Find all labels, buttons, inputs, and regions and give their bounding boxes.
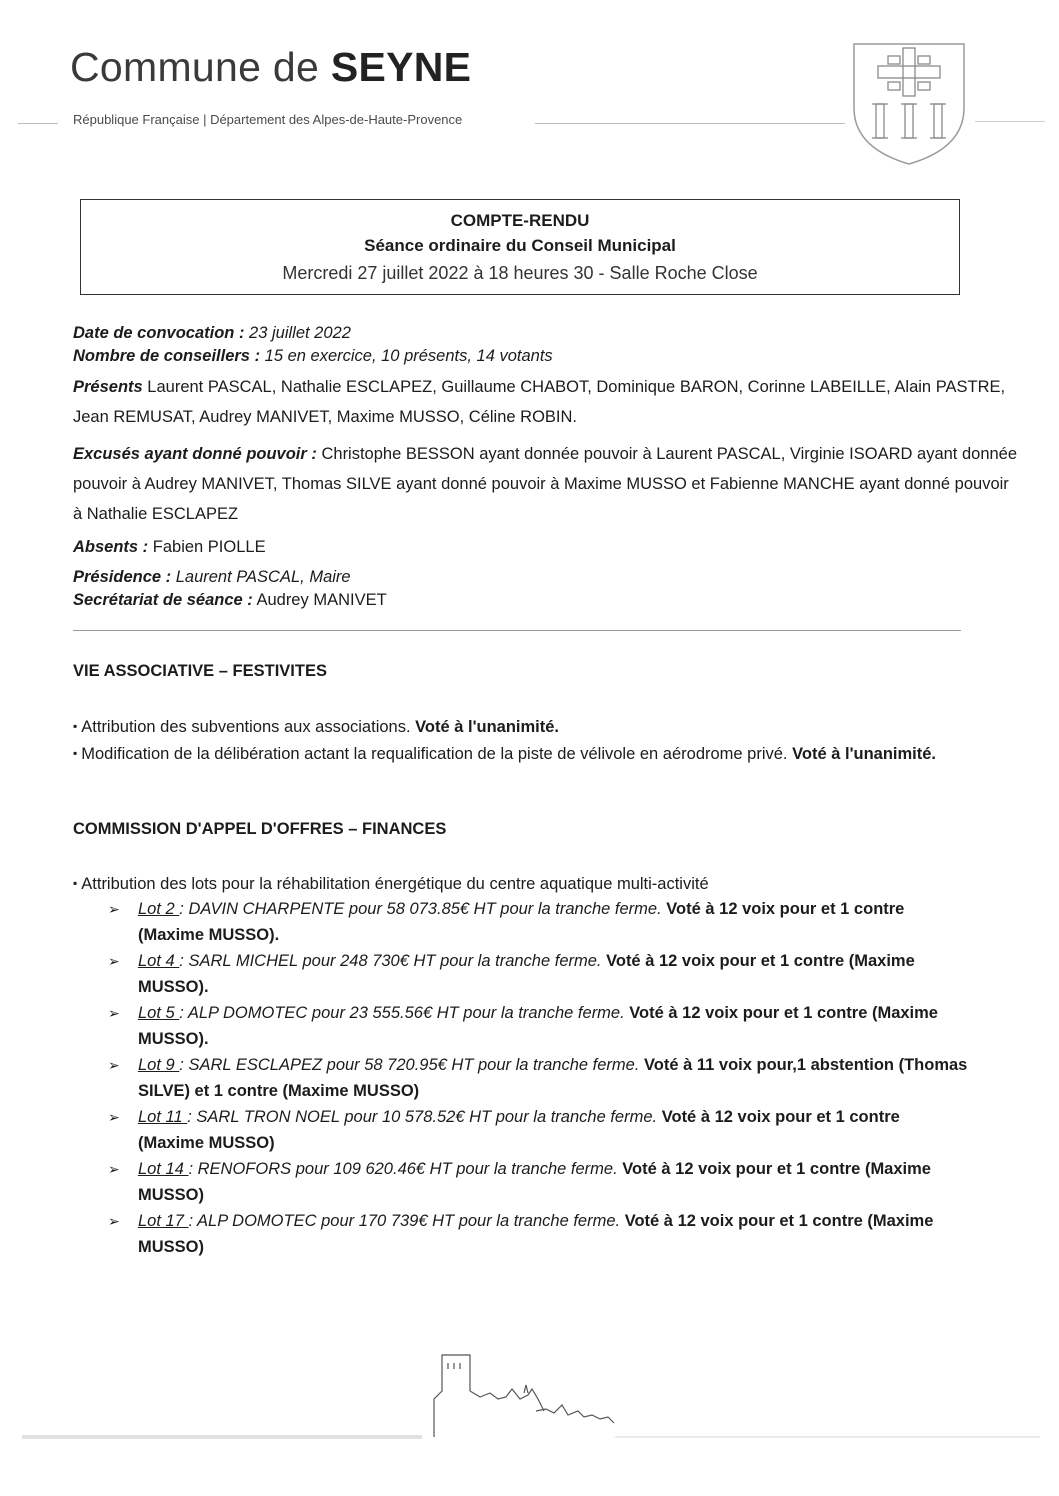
arrow-bullet-icon: ➢ <box>108 901 120 917</box>
item-text: Attribution des subventions aux associations. <box>81 718 416 736</box>
lot-desc: : SARL ESCLAPEZ pour 58 720.95€ HT pour la tranche ferme. <box>179 1056 644 1074</box>
lot-vote: Voté à 11 voix pour,1 abstention (Thomas SILVE) et 1 contre (Maxime MUSSO) <box>138 1056 968 1100</box>
presents-label: Présents <box>73 378 143 396</box>
bullet-icon: ▪ <box>73 719 78 733</box>
presidence-value: Laurent PASCAL, Maire <box>171 568 351 586</box>
arrow-bullet-icon: ➢ <box>108 1213 120 1229</box>
commune-title <box>70 44 471 91</box>
excuses-label: Excusés ayant donné pouvoir : <box>73 445 317 463</box>
section-commission-title: COMMISSION D'APPEL D'OFFRES – FINANCES <box>73 820 447 838</box>
arrow-bullet-icon: ➢ <box>108 1057 120 1073</box>
lot-desc: : RENOFORS pour 109 620.46€ HT pour la tranche ferme. <box>188 1160 623 1178</box>
title-name: SEYNE <box>330 44 472 90</box>
list-item <box>73 740 973 767</box>
list-item <box>73 870 973 897</box>
lot-desc: : ALP DOMOTEC pour 170 739€ HT pour la tranche ferme. <box>188 1212 625 1230</box>
absents-line <box>73 536 1018 559</box>
secretariat-value: Audrey MANIVET <box>252 591 387 609</box>
lot-vote: Voté à 12 voix pour et 1 contre (Maxime MUSSO). <box>138 900 905 944</box>
lot-item <box>106 896 968 948</box>
arrow-bullet-icon: ➢ <box>108 1005 120 1021</box>
lot-vote: Voté à 12 voix pour et 1 contre (Maxime MUSSO) <box>138 1108 900 1152</box>
conseillers-line <box>73 345 1018 368</box>
lot-item <box>106 1104 968 1156</box>
presents-line <box>73 372 1018 432</box>
lot-code: Lot 5 <box>138 1004 180 1022</box>
session-date-place: Mercredi 27 juillet 2022 à 18 heures 30 - Salle Roche Close <box>282 263 758 283</box>
section-divider <box>73 630 961 631</box>
commission-intro: Attribution des lots pour la réhabilitation énergétique du centre aquatique multi-activité <box>81 875 709 893</box>
item-text: Modification de la délibération actant la requalification de la piste de vélivole en aérodrome privé. <box>81 745 793 763</box>
report-heading: COMPTE-RENDU <box>450 211 590 230</box>
footer-rule-left <box>22 1435 422 1439</box>
presidence-line <box>73 566 1018 589</box>
lot-item <box>106 1052 968 1104</box>
lot-code: Lot 9 <box>138 1056 180 1074</box>
bullet-icon: ▪ <box>73 876 78 890</box>
conseillers-label: Nombre de conseillers : <box>73 347 261 365</box>
lot-vote: Voté à 12 voix pour et 1 contre (Maxime MUSSO) <box>138 1160 931 1204</box>
section-vie-associative-items <box>73 713 973 767</box>
lot-code: Lot 11 <box>138 1108 188 1126</box>
secretariat-label: Secrétariat de séance : <box>73 591 253 609</box>
lot-desc: : SARL TRON NOEL pour 10 578.52€ HT pour la tranche ferme. <box>187 1108 662 1126</box>
list-item <box>73 713 973 740</box>
item-vote: Voté à l'unanimité. <box>792 745 937 763</box>
lot-code: Lot 17 <box>138 1212 189 1230</box>
coat-of-arms-icon <box>848 38 970 168</box>
section-vie-associative-title: VIE ASSOCIATIVE – FESTIVITES <box>73 662 327 680</box>
convocation-value: 23 juillet 2022 <box>244 324 351 342</box>
title-prefix: Commune de <box>70 44 331 90</box>
lot-code: Lot 14 <box>138 1160 189 1178</box>
conseillers-value: 15 en exercice, 10 présents, 14 votants <box>260 347 553 365</box>
absents-value: Fabien PIOLLE <box>148 538 266 556</box>
lot-vote: Voté à 12 voix pour et 1 contre (Maxime MUSSO) <box>138 1212 934 1256</box>
lots-list <box>106 896 968 1260</box>
village-sketch-icon <box>428 1339 628 1439</box>
attendance-info <box>73 322 1018 612</box>
lot-desc: : SARL MICHEL pour 248 730€ HT pour la tranche ferme. <box>179 952 607 970</box>
header-subtitle: République Française | Département des Alpes-de-Haute-Provence <box>73 112 463 127</box>
lot-vote: Voté à 12 voix pour et 1 contre (Maxime MUSSO). <box>138 1004 938 1048</box>
lot-desc: : DAVIN CHARPENTE pour 58 073.85€ HT pour la tranche ferme. <box>179 900 667 918</box>
arrow-bullet-icon: ➢ <box>108 1109 120 1125</box>
lot-code: Lot 4 <box>138 952 180 970</box>
lot-desc: : ALP DOMOTEC pour 23 555.56€ HT pour la tranche ferme. <box>179 1004 630 1022</box>
presidence-label: Présidence : <box>73 568 172 586</box>
lot-item <box>106 1156 968 1208</box>
absents-label: Absents : <box>73 538 149 556</box>
section-commission-intro-block <box>73 870 973 897</box>
lot-item <box>106 1000 968 1052</box>
header-rule-right <box>535 123 845 124</box>
excuses-value: Christophe BESSON ayant donnée pouvoir à Laurent PASCAL, Virginie ISOARD ayant donnée pouvoir à Audrey MANIVET, Thomas SILVE ayant donné pouvoir à Maxime MUSSO et Fabienne MANCHE ayant donné pouvoir à Nathalie ESCLAPEZ <box>73 445 1018 523</box>
item-vote: Voté à l'unanimité. <box>415 718 560 736</box>
arrow-bullet-icon: ➢ <box>108 953 120 969</box>
meeting-title-box <box>80 199 960 295</box>
lot-item <box>106 1208 968 1260</box>
header-rule-left <box>18 123 58 124</box>
arrow-bullet-icon: ➢ <box>108 1161 120 1177</box>
session-type: Séance ordinaire du Conseil Municipal <box>364 236 676 255</box>
header-rule-far <box>975 121 1045 122</box>
lot-vote: Voté à 12 voix pour et 1 contre (Maxime MUSSO). <box>138 952 915 996</box>
convocation-label: Date de convocation : <box>73 324 245 342</box>
secretariat-line <box>73 589 1018 612</box>
footer-rule-right <box>615 1436 1040 1438</box>
excuses-line <box>73 439 1018 529</box>
bullet-icon: ▪ <box>73 746 78 760</box>
lot-item <box>106 948 968 1000</box>
convocation-line <box>73 322 1018 345</box>
lot-code: Lot 2 <box>138 900 180 918</box>
presents-value: Laurent PASCAL, Nathalie ESCLAPEZ, Guillaume CHABOT, Dominique BARON, Corinne LABEILLE, Alain PASTRE, Jean REMUSAT, Audrey MANIVET, Maxime MUSSO, Céline ROBIN. <box>73 378 1006 426</box>
